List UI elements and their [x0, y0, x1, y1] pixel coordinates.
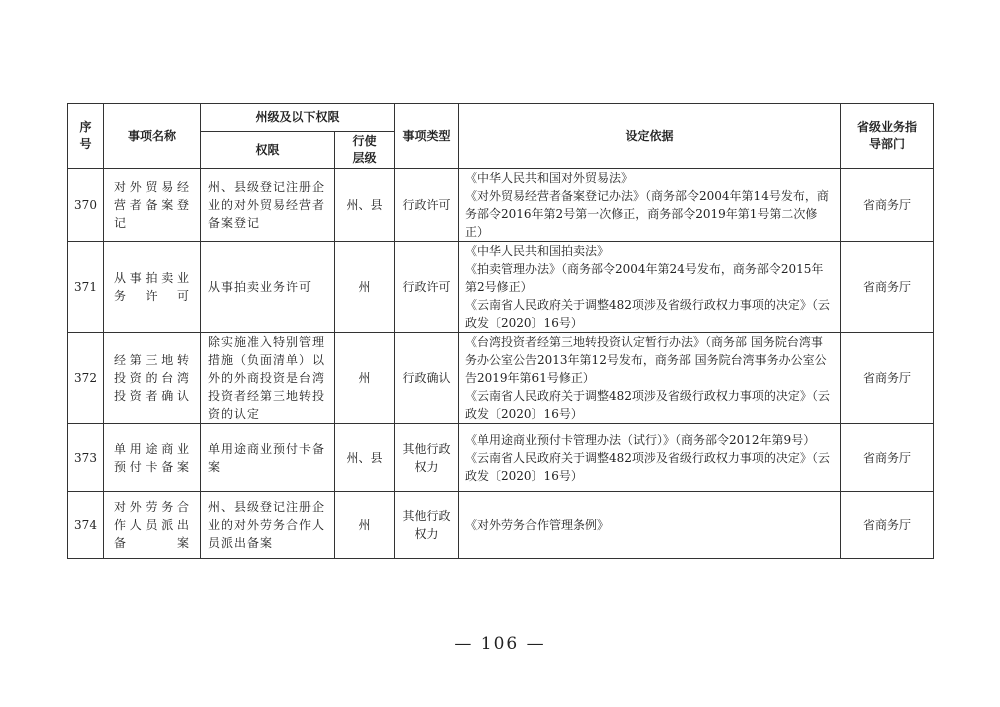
basis-line: 《单用途商业预付卡管理办法（试行）》（商务部令2012年第9号） — [465, 432, 816, 447]
row-name: 单用途商业预付卡备案 — [104, 424, 201, 492]
basis-line: 《云南省人民政府关于调整482项涉及省级行政权力事项的决定》（云政发〔2020〕16号） — [465, 389, 830, 421]
row-type: 其他行政权力 — [395, 492, 459, 559]
table-row — [68, 242, 934, 333]
row-basis — [459, 424, 841, 492]
page-number: — 106 — — [454, 634, 546, 654]
header-dept: 省级业务指导部门 — [841, 104, 934, 169]
header-basis: 设定依据 — [459, 104, 841, 169]
row-level: 州 — [335, 492, 395, 559]
row-level: 州 — [335, 242, 395, 333]
row-type: 行政确认 — [395, 333, 459, 424]
row-basis — [459, 169, 841, 242]
row-authority: 州、县级登记注册企业的对外劳务合作人员派出备案 — [201, 492, 335, 559]
basis-line: 《云南省人民政府关于调整482项涉及省级行政权力事项的决定》（云政发〔2020〕16号） — [465, 450, 830, 483]
row-name: 对外贸易经营者备案登记 — [104, 169, 201, 242]
row-dept: 省商务厅 — [841, 492, 934, 559]
row-seq: 372 — [68, 333, 104, 424]
basis-line: 《中华人民共和国拍卖法》 — [465, 244, 610, 258]
row-type: 行政许可 — [395, 242, 459, 333]
header-authority: 权限 — [201, 132, 335, 169]
table-row — [68, 333, 934, 424]
header-group: 州级及以下权限 — [201, 104, 395, 132]
table-row — [68, 169, 934, 242]
row-dept: 省商务厅 — [841, 424, 934, 492]
row-seq: 371 — [68, 242, 104, 333]
row-type: 其他行政权力 — [395, 424, 459, 492]
row-authority: 除实施准入特别管理措施（负面清单）以外的外商投资是台湾投资者经第三地转投资的认定 — [201, 333, 335, 424]
basis-line: 《对外劳务合作管理条例》 — [465, 518, 610, 532]
basis-line: 《中华人民共和国对外贸易法》 — [465, 171, 634, 185]
row-authority: 州、县级登记注册企业的对外贸易经营者备案登记 — [201, 169, 335, 242]
header-level: 行使层级 — [335, 132, 395, 169]
row-dept: 省商务厅 — [841, 242, 934, 333]
row-seq: 370 — [68, 169, 104, 242]
table-header — [68, 104, 934, 169]
basis-line: 《对外贸易经营者备案登记办法》（商务部令2004年第14号发布，商务部令2016年第2号第一次修正，商务部令2019年第1号第二次修正） — [465, 189, 829, 239]
row-dept: 省商务厅 — [841, 169, 934, 242]
row-level: 州 — [335, 333, 395, 424]
basis-line: 《云南省人民政府关于调整482项涉及省级行政权力事项的决定》（云政发〔2020〕16号） — [465, 298, 830, 330]
header-name: 事项名称 — [104, 104, 201, 169]
row-name: 对外劳务合作人员派出备案 — [104, 492, 201, 559]
basis-line: 《台湾投资者经第三地转投资认定暂行办法》（商务部 国务院台湾事务办公室公告2013年第12号发布，商务部 国务院台湾事务办公室公告2019年第61号修正） — [465, 335, 827, 385]
header-seq: 序号 — [68, 104, 104, 169]
catalog-table — [67, 103, 934, 559]
header-type: 事项类型 — [395, 104, 459, 169]
table-row — [68, 424, 934, 492]
row-level: 州、县 — [335, 169, 395, 242]
row-seq: 373 — [68, 424, 104, 492]
row-basis — [459, 333, 841, 424]
row-basis — [459, 492, 841, 559]
row-name: 经第三地转投资的台湾投资者确认 — [104, 333, 201, 424]
table-body — [68, 169, 934, 559]
table-row — [68, 492, 934, 559]
row-name: 从事拍卖业务许可 — [104, 242, 201, 333]
basis-line: 《拍卖管理办法》（商务部令2004年第24号发布，商务部令2015年第2号修正） — [465, 262, 824, 294]
row-dept: 省商务厅 — [841, 333, 934, 424]
row-authority: 从事拍卖业务许可 — [201, 242, 335, 333]
row-basis — [459, 242, 841, 333]
row-type: 行政许可 — [395, 169, 459, 242]
row-authority: 单用途商业预付卡备案 — [201, 424, 335, 492]
row-seq: 374 — [68, 492, 104, 559]
row-level: 州、县 — [335, 424, 395, 492]
